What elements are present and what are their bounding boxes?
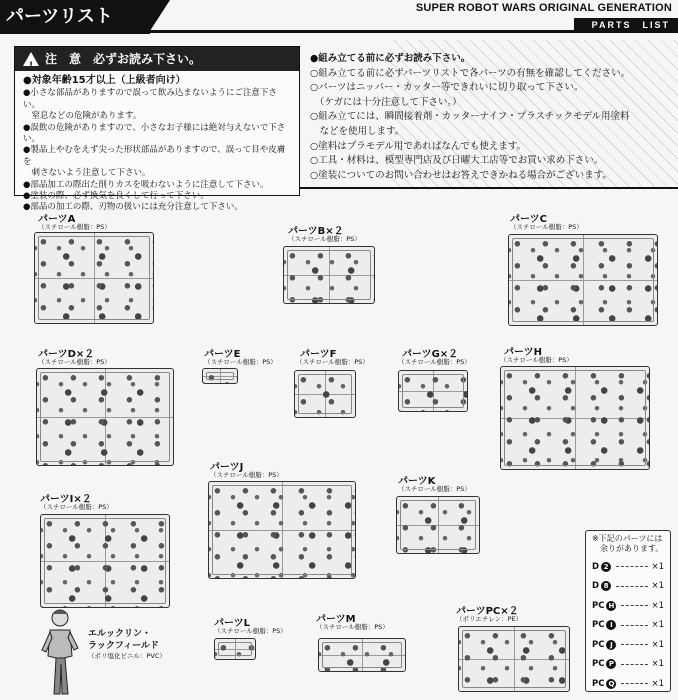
spare-count: ×1 xyxy=(651,678,664,689)
part-label-b: パーツB×２ xyxy=(288,226,344,237)
note-line: ○パーツはニッパー・カッター等できれいに切り取って下さい。 xyxy=(310,82,584,94)
leader-line xyxy=(621,625,648,626)
part-label-l: パーツL xyxy=(214,618,250,629)
sprue-a xyxy=(34,232,154,324)
part-label-f: パーツF xyxy=(300,349,337,360)
spare-prefix: PC xyxy=(592,639,605,650)
part-material-f: （スチロール樹脂：PS） xyxy=(296,358,369,366)
spare-number: J xyxy=(606,640,616,650)
note-line: ○組み立てには、瞬間接着剤・カッターナイフ・プラスチックモデル用塗料 xyxy=(310,111,630,123)
part-material-j: （スチロール樹脂：PS） xyxy=(210,471,283,479)
leader-line xyxy=(621,664,648,665)
warning-icon: ! xyxy=(23,52,39,66)
leader-line xyxy=(621,683,648,684)
part-label-h: パーツH xyxy=(504,347,542,358)
part-material-e: （スチロール樹脂：PS） xyxy=(204,358,277,366)
caution-line: ●塗装の際、必ず換気を良くして行って下さい。 xyxy=(23,191,209,202)
series-name: SUPER ROBOT WARS ORIGINAL GENERATION xyxy=(415,2,672,14)
part-label-i: パーツI×２ xyxy=(40,494,92,505)
spare-row xyxy=(586,635,670,655)
spare-row xyxy=(586,557,670,577)
sprue-c xyxy=(508,234,658,326)
spare-count: ×1 xyxy=(651,581,664,592)
note-line: ○組み立てる前に必ずパーツリストで各パーツの有無を確認してください。 xyxy=(310,67,631,79)
caution-header xyxy=(15,47,299,71)
sprue-l xyxy=(214,638,256,660)
figure-illustration xyxy=(34,606,86,700)
caution-body xyxy=(15,71,299,218)
spare-prefix: D xyxy=(592,561,600,572)
spare-parts-box xyxy=(585,530,671,692)
sprue-f xyxy=(294,370,356,418)
part-label-e: パーツE xyxy=(204,349,241,360)
spare-parts-heading xyxy=(586,531,670,557)
spare-number: I xyxy=(606,620,616,630)
spare-prefix: PC xyxy=(592,600,605,611)
spare-row xyxy=(586,655,670,675)
caution-line: 刺さないよう注意して下さい。 xyxy=(23,168,151,179)
caution-line: ●製品上やむをえず尖った形状部品がありますので、誤って目や皮膚を xyxy=(23,145,286,167)
page-title: パーツリスト xyxy=(0,0,150,34)
caution-line: ●部品加工の際出た削りカスを吸わないように注意して下さい。 xyxy=(23,179,269,190)
part-material-k: （スチロール樹脂：PS） xyxy=(398,485,471,493)
spare-row xyxy=(586,616,670,636)
part-label-g: パーツG×２ xyxy=(402,349,459,360)
part-label-m: パーツM xyxy=(316,614,356,625)
title-bar xyxy=(0,0,678,36)
sprue-j xyxy=(208,481,356,579)
note-line: ○工具・材料は、模型専門店及び日曜大工店等でお買い求め下さい。 xyxy=(310,155,604,167)
part-label-pc: パーツPC×２ xyxy=(456,606,519,617)
caution-heading: 注 意 必ずお読み下さい。 xyxy=(45,52,202,66)
title-corner xyxy=(148,0,170,34)
note-line: ○塗装についてのお問い合わせはお答えできかねる場合がございます。 xyxy=(310,169,612,181)
caution-box xyxy=(14,46,300,213)
sprue-i xyxy=(40,514,170,608)
part-label-j: パーツJ xyxy=(210,462,244,473)
spare-row xyxy=(586,577,670,597)
spare-number: P xyxy=(606,659,616,669)
figure-name-2: ラックフィールド xyxy=(88,641,159,651)
note-line: ○塗料はプラモデル用であればなんでも使えます。 xyxy=(310,140,527,152)
part-material-a: （スチロール樹脂：PS） xyxy=(38,223,111,231)
leader-line xyxy=(616,566,648,567)
note-line: （ケガには十分注意して下さい。） xyxy=(310,96,462,108)
section-divider xyxy=(300,187,678,189)
spare-heading-line: ※下記のパーツには xyxy=(592,534,663,543)
sprue-e xyxy=(202,368,238,384)
spare-heading-line: 余りがあります。 xyxy=(600,544,664,553)
part-material-b: （スチロール樹脂：PS） xyxy=(288,235,361,243)
leader-line xyxy=(616,586,648,587)
sprue-g xyxy=(398,370,468,412)
figure-icon xyxy=(34,606,86,700)
spare-number: Q xyxy=(606,679,616,689)
part-material-g: （スチロール樹脂：PS） xyxy=(398,358,471,366)
part-material-m: （スチロール樹脂：PS） xyxy=(316,623,389,631)
age-notice: ●対象年齢15才以上（上級者向け） xyxy=(23,75,186,86)
spare-prefix: PC xyxy=(592,620,605,631)
spare-prefix: PC xyxy=(592,678,605,689)
part-material-d: （スチロール樹脂：PS） xyxy=(38,358,111,366)
spare-number: 8 xyxy=(601,581,611,591)
sprue-d xyxy=(36,368,174,466)
spare-count: ×1 xyxy=(651,561,664,572)
caution-line: ●部品の加工の際、刃物の扱いには充分注意して下さい。 xyxy=(23,202,243,213)
spare-count: ×1 xyxy=(651,659,664,670)
spare-prefix: D xyxy=(592,581,600,592)
part-material-l: （スチロール樹脂：PS） xyxy=(214,627,287,635)
spare-number: 2 xyxy=(601,562,611,572)
note-line: などを使用します。 xyxy=(310,125,405,137)
parts-list-label: PARTS LIST xyxy=(574,18,678,32)
spare-prefix: PC xyxy=(592,659,605,670)
part-label-c: パーツC xyxy=(510,214,547,225)
sprue-k xyxy=(396,496,480,554)
part-material-i: （スチロール樹脂：PS） xyxy=(40,503,113,511)
spare-count: ×1 xyxy=(651,620,664,631)
part-material-c: （スチロール樹脂：PS） xyxy=(510,223,583,231)
caution-line: ●小さな部品がありますので誤って飲み込まないようにご注意下さい。 xyxy=(23,88,277,110)
part-label-k: パーツK xyxy=(398,476,436,487)
spare-number: H xyxy=(606,601,616,611)
leader-line xyxy=(621,605,648,606)
assembly-notes xyxy=(310,52,670,183)
sprue-b xyxy=(283,246,375,304)
leader-line xyxy=(621,644,648,645)
sprue-pc xyxy=(458,626,570,692)
spare-count: ×1 xyxy=(651,639,664,650)
spare-count: ×1 xyxy=(651,600,664,611)
caution-line: ●誤飲の危険がありますので、小さなお子様には絶対与えないで下さい。 xyxy=(23,122,286,145)
part-label-a: パーツA xyxy=(38,214,76,225)
sprue-h xyxy=(500,366,650,470)
part-material-h: （スチロール樹脂：PS） xyxy=(500,356,573,364)
figure-name-1: エルックリン・ xyxy=(88,629,152,639)
caution-line: 窒息などの危険があります。 xyxy=(23,111,142,122)
sprue-m xyxy=(318,638,406,672)
part-label-d: パーツD×２ xyxy=(38,349,95,360)
figure-material: （ポリ塩化ビニル：PVC） xyxy=(88,652,166,660)
spare-row xyxy=(586,674,670,694)
part-material-pc: （ポリエチレン：PE） xyxy=(456,615,523,623)
spare-row xyxy=(586,596,670,616)
note-line: ●組み立てる前に必ずお読み下さい。 xyxy=(310,53,471,64)
